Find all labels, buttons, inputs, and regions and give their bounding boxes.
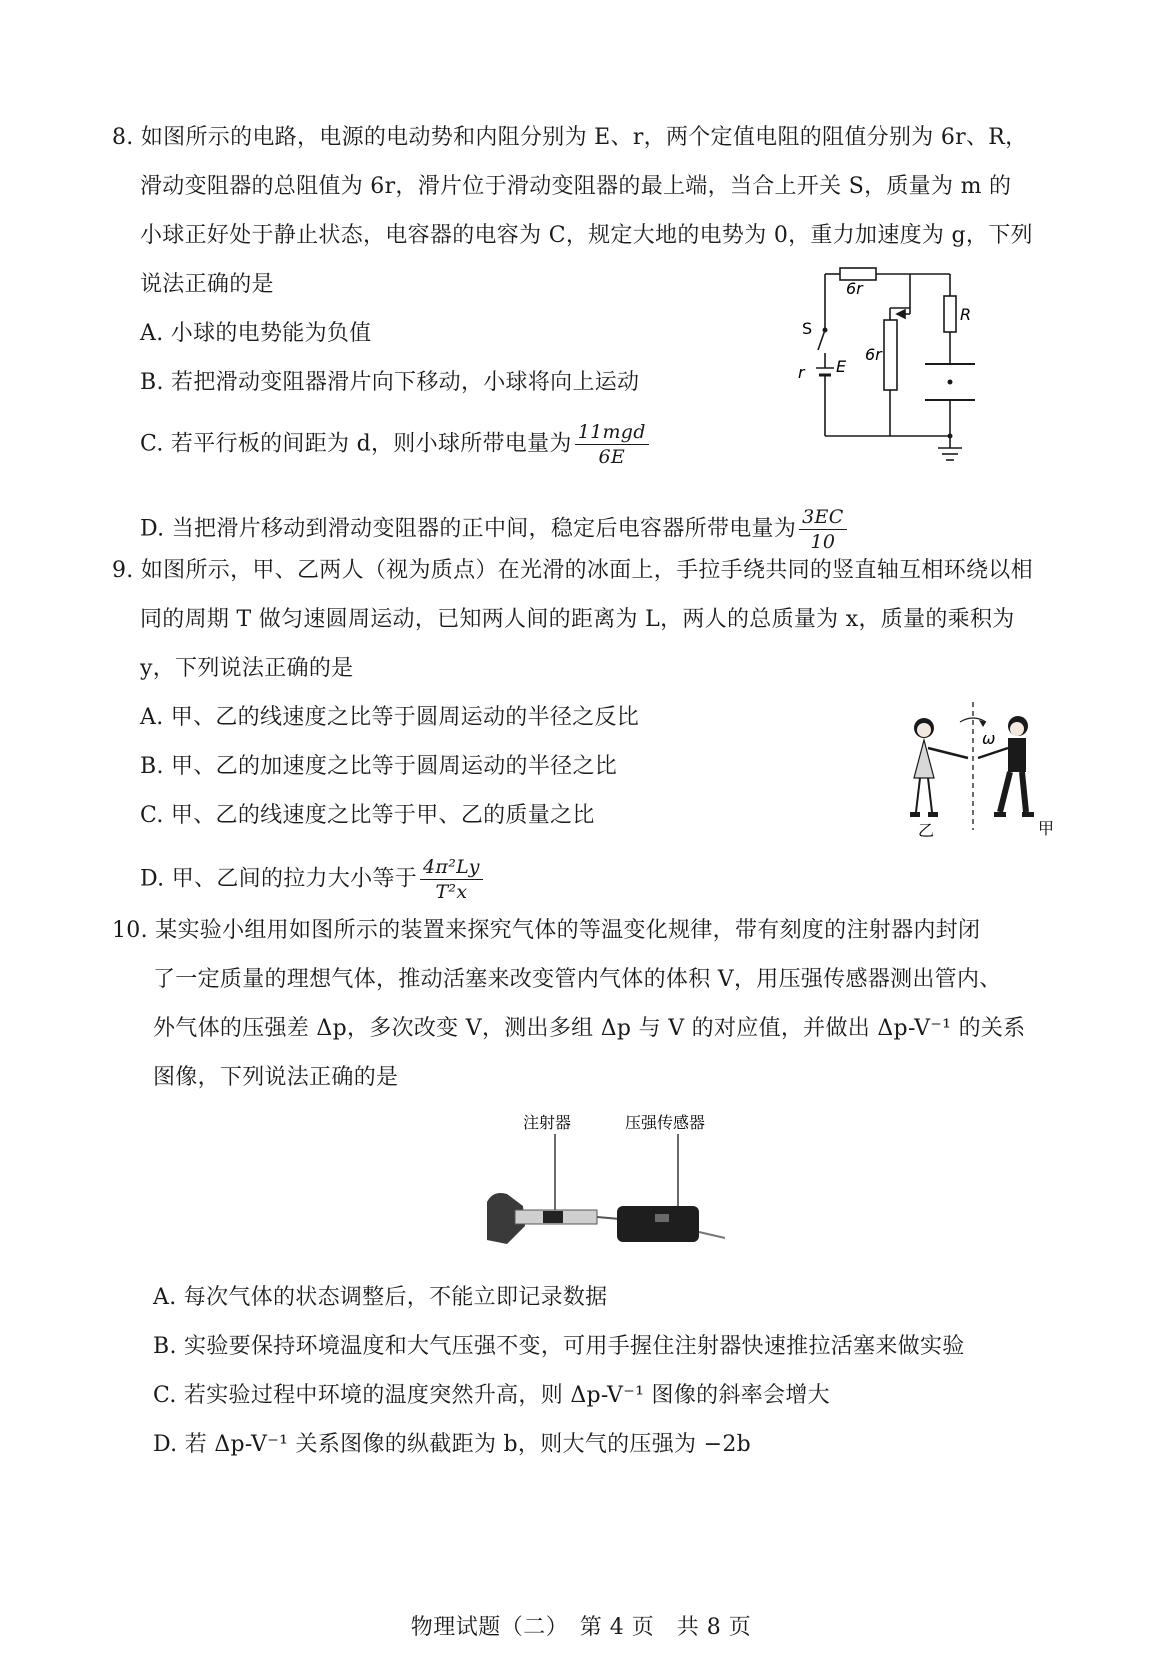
- q8-option-b: B. 若把滑动变阻器滑片向下移动，小球将向上运动: [140, 370, 640, 395]
- q8-option-d-text: D. 当把滑片移动到滑动变阻器的正中间，稳定后电容器所带电量为: [140, 516, 797, 542]
- label-yi: 乙: [918, 821, 935, 840]
- q8-line-3: 小球正好处于静止状态，电容器的电容为 C，规定大地的电势为 0，重力加速度为 g，下列: [140, 223, 1033, 248]
- label-6r-rheostat: 6r: [865, 345, 882, 364]
- frac-denominator: 6E: [598, 446, 626, 468]
- q9-option-c: C. 甲、乙的线速度之比等于甲、乙的质量之比: [140, 803, 595, 828]
- q10-option-c: C. 若实验过程中环境的温度突然升高，则 Δp-V⁻¹ 图像的斜率会增大: [153, 1383, 830, 1408]
- q8-line-2: 滑动变阻器的总阻值为 6r，滑片位于滑动变阻器的最上端，当合上开关 S，质量为 m 的: [140, 174, 1012, 199]
- q8-option-d: [140, 505, 850, 554]
- skaters-figure: [900, 700, 1060, 840]
- q9-option-d: [140, 855, 486, 904]
- q9-option-b: B. 甲、乙的加速度之比等于圆周运动的半径之比: [140, 754, 618, 779]
- q10-line-4: 图像，下列说法正确的是: [153, 1065, 399, 1090]
- q8-option-c-fraction: [575, 420, 649, 469]
- q10-option-b: B. 实验要保持环境温度和大气压强不变，可用手握住注射器快速推拉活塞来做实验: [153, 1334, 965, 1359]
- q10-option-a: A. 每次气体的状态调整后，不能立即记录数据: [153, 1285, 608, 1310]
- frac-numerator: 3EC: [799, 505, 846, 530]
- label-omega: ω: [982, 729, 996, 748]
- q10-line-1: 10. 某实验小组用如图所示的装置来探究气体的等温变化规律，带有刻度的注射器内封闭: [112, 918, 981, 943]
- q8-option-d-fraction: [799, 505, 846, 554]
- q8-line-1: 8. 如图所示的电路，电源的电动势和内阻分别为 E、r，两个定值电阻的阻值分别为 6r、R，: [112, 125, 1028, 150]
- circuit-figure: [798, 268, 1060, 478]
- label-sensor: 压强传感器: [625, 1113, 706, 1132]
- q8-line-4: 说法正确的是: [140, 272, 274, 297]
- label-switch: S: [802, 319, 813, 338]
- q10-line-2: 了一定质量的理想气体，推动活塞来改变管内气体的体积 V，用压强传感器测出管内、: [153, 967, 1002, 992]
- label-source-r: r: [798, 363, 805, 382]
- label-syringe: 注射器: [523, 1113, 572, 1132]
- frac-denominator: T²x: [435, 881, 468, 903]
- label-jia: 甲: [1038, 819, 1055, 838]
- q9-option-a: A. 甲、乙的线速度之比等于圆周运动的半径之反比: [140, 705, 640, 730]
- q8-option-c: [140, 420, 652, 469]
- q9-line-3: y，下列说法正确的是: [140, 656, 354, 681]
- q9-option-d-fraction: [420, 855, 483, 904]
- syringe-figure: [485, 1110, 735, 1260]
- girl-silhouette: [910, 718, 968, 817]
- q9-option-d-text: D. 甲、乙间的拉力大小等于: [140, 866, 418, 892]
- label-R: R: [960, 305, 972, 324]
- page-footer: 物理试题（二） 第 4 页 共 8 页: [410, 1615, 752, 1640]
- q9-line-1: 9. 如图所示，甲、乙两人（视为质点）在光滑的冰面上，手拉手绕共同的竖直轴互相环绕以相: [112, 558, 1033, 583]
- q8-option-a: A. 小球的电势能为负值: [140, 321, 372, 346]
- frac-denominator: 10: [810, 531, 836, 553]
- label-source-E: E: [836, 357, 847, 376]
- frac-numerator: 4π²Ly: [420, 855, 483, 880]
- q8-option-c-text: C. 若平行板的间距为 d，则小球所带电量为: [140, 431, 572, 457]
- q10-line-3: 外气体的压强差 Δp，多次改变 V，测出多组 Δp 与 V 的对应值，并做出 Δp-V⁻¹ 的关系: [153, 1016, 1026, 1041]
- label-6r-top: 6r: [846, 279, 863, 298]
- q9-line-2: 同的周期 T 做匀速圆周运动，已知两人间的距离为 L，两人的总质量为 x，质量的乘积为: [140, 607, 1015, 632]
- q10-option-d: D. 若 Δp-V⁻¹ 关系图像的纵截距为 b，则大气的压强为 −2b: [153, 1432, 752, 1457]
- frac-numerator: 11mgd: [575, 420, 649, 445]
